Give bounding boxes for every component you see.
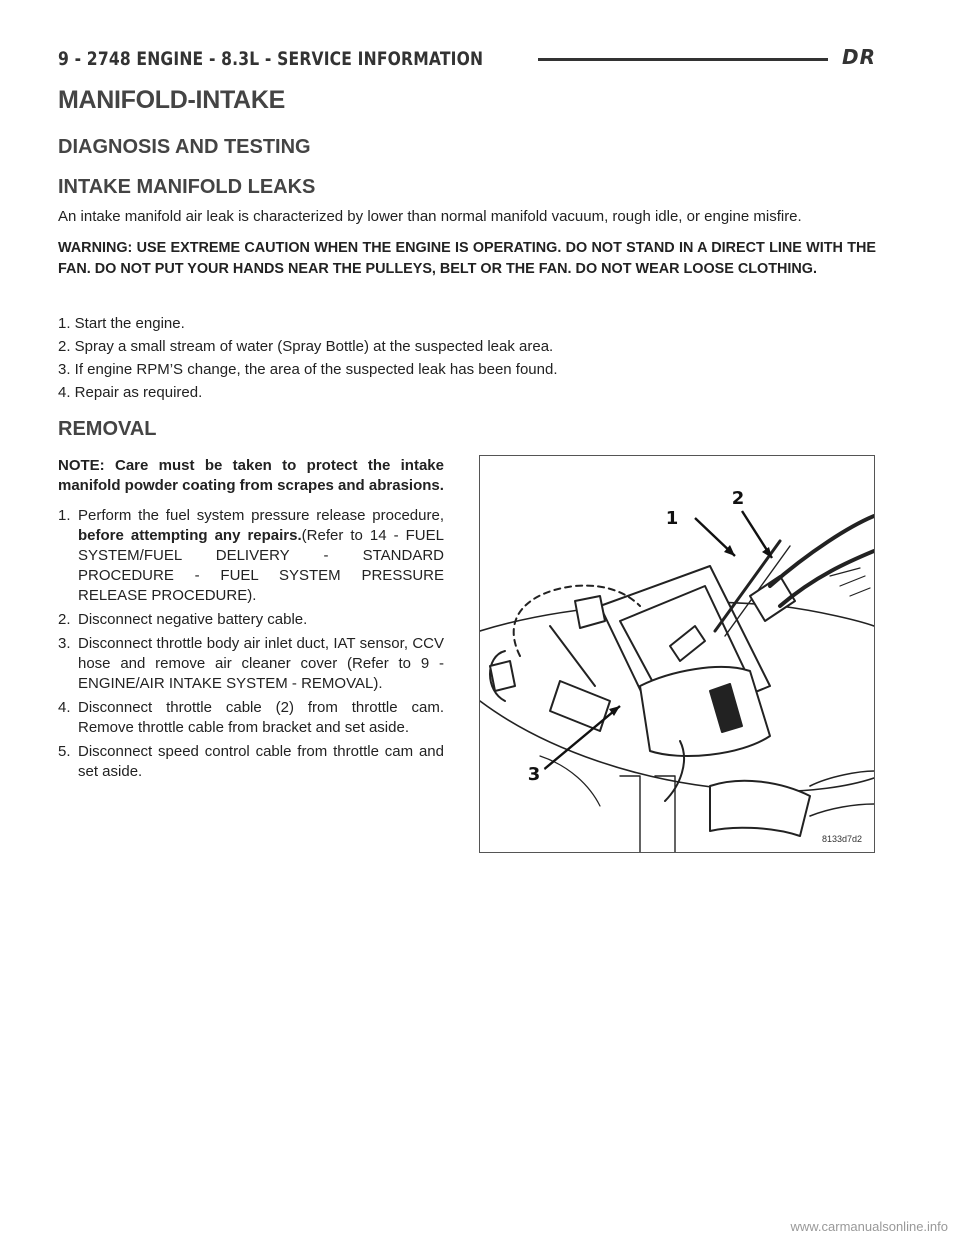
test-step: 4. Repair as required. (58, 384, 203, 401)
callout-label: 3 (522, 763, 546, 787)
removal-column (58, 456, 444, 782)
running-header (58, 44, 876, 74)
removal-heading: REMOVAL (58, 418, 157, 440)
warning-text: WARNING: USE EXTREME CAUTION WHEN THE ENGINE IS OPERATING. DO NOT STAND IN A DIRECT LINE WITH THE FAN. DO NOT PUT YOUR HANDS NEAR THE PULLEYS, BELT OR THE FAN. DO NOT WEAR LOOSE CLOTHING. (58, 240, 876, 277)
removal-step: 4. Disconnect throttle cable (2) from throttle cam. Remove throttle cable from bracket and set aside. (58, 699, 444, 736)
test-step: 2. Spray a small stream of water (Spray Bottle) at the suspected leak area. (58, 338, 554, 355)
header-rule (538, 58, 828, 61)
leaks-intro: An intake manifold air leak is characterized by lower than normal manifold vacuum, rough idle, or engine misfire. (58, 208, 802, 225)
header-model-code: DR (841, 45, 876, 69)
figure-code: 8133d7d2 (821, 834, 862, 844)
removal-step: 2. Disconnect negative battery cable. (58, 611, 308, 628)
footer-watermark: www.carmanualsonline.info (790, 1219, 948, 1234)
page-title: MANIFOLD-INTAKE (58, 86, 285, 114)
test-step: 3. If engine RPM’S change, the area of the suspected leak has been found. (58, 361, 558, 378)
removal-step: 5. Disconnect speed control cable from throttle cam and set aside. (58, 743, 444, 780)
header-page-info: 9 - 2748 ENGINE - 8.3L - SERVICE INFORMATION (58, 48, 484, 70)
callout-label: 1 (660, 507, 684, 531)
leaks-heading: INTAKE MANIFOLD LEAKS (58, 176, 316, 198)
throttle-cable-figure (479, 455, 875, 853)
callout-label: 2 (726, 487, 750, 511)
removal-step: 3. Disconnect throttle body air inlet duct, IAT sensor, CCV hose and remove air cleaner cover (Refer to 9 - ENGINE/AIR INTAKE SYSTEM - REMOVAL). (58, 635, 444, 692)
test-step: 1. Start the engine. (58, 315, 185, 332)
diagnosis-heading: DIAGNOSIS AND TESTING (58, 136, 311, 158)
removal-note: NOTE: Care must be taken to protect the intake manifold powder coating from scrapes and abrasions. (58, 457, 444, 494)
removal-step: 1. Perform the fuel system pressure release procedure, before attempting any repairs.(Refer to 14 - FUEL SYSTEM/FUEL DELIVERY - STANDARD PROCEDURE - FUEL SYSTEM PRESSURE RELEASE PROCEDURE). (58, 507, 444, 604)
